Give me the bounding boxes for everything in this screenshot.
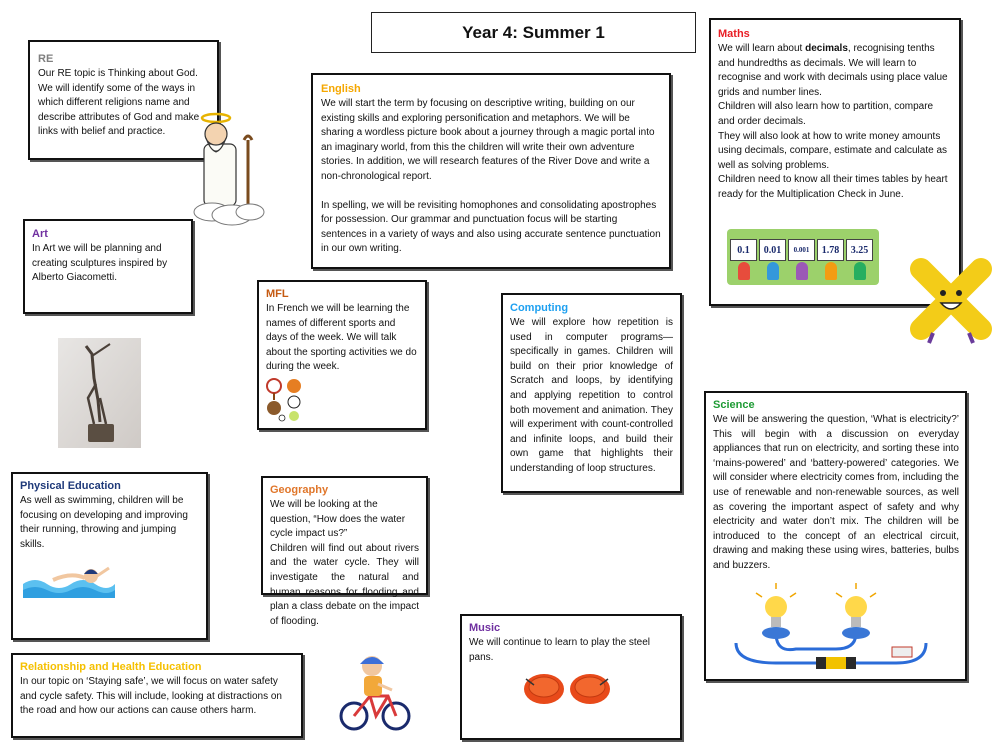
science-box bbox=[704, 391, 967, 681]
maths-paragraph-4: Children need to know all their times tables by heart ready for the Multiplication Check in June. bbox=[718, 174, 948, 200]
mfl-text: In French we will be learning the names of different sports and days of the week. We will talk about the sporting activities we do during the week. bbox=[266, 303, 417, 373]
decimal-card: 0.001 bbox=[788, 239, 815, 261]
decimal-card: 0.01 bbox=[759, 239, 786, 261]
music-text: We will continue to learn to play the steel pans. bbox=[469, 637, 651, 663]
page-title: Year 4: Summer 1 bbox=[462, 22, 605, 42]
art-text: In Art we will be planning and creating sculptures inspired by Alberto Giacometti. bbox=[32, 243, 168, 284]
music-heading: Music bbox=[469, 622, 501, 634]
rhe-heading: Relationship and Health Education bbox=[20, 661, 202, 673]
decimal-card: 0.1 bbox=[730, 239, 757, 261]
english-box bbox=[311, 73, 671, 269]
multiply-character-illustration bbox=[905, 253, 997, 345]
computing-heading: Computing bbox=[510, 302, 569, 314]
art-heading: Art bbox=[32, 228, 48, 240]
decimal-cards-illustration bbox=[727, 229, 879, 285]
decimal-cards-row bbox=[730, 239, 873, 280]
steel-pans-illustration bbox=[522, 671, 614, 707]
english-paragraph-1: We will start the term by focusing on descriptive writing, building on our existing skills and exploring personification and metaphors. We will be sharing a wordless picture book about a journey through a magic portal into an imaginary world, from this the children will write their own adventure stories. In addition, we will research features of the River Dove and write a non-chronological report. bbox=[321, 98, 655, 182]
decimal-card-holder bbox=[730, 239, 757, 280]
computing-text: We will explore how repetition is used in computer programs—specifically in games. Children will build on their prior knowledge of Scratch and loops, by identifying and applying repetition to control both movement and animation. They will experiment with count-controlled and infinite loops, and build their own game that highlights their understanding of loop structures. bbox=[510, 317, 673, 474]
art-box bbox=[23, 219, 193, 314]
sports-balls-illustration bbox=[264, 378, 304, 422]
mfl-box bbox=[257, 280, 427, 430]
decimal-card-holder bbox=[788, 239, 815, 280]
circuit-illustration bbox=[716, 583, 944, 669]
english-paragraph-2: In spelling, we will be revisiting homophones and consolidating apostrophes for possession. Our grammar and punctuation focus will be starting sentences in a variety of ways and also using accurate sentence punctuation in our own writing. bbox=[321, 199, 661, 255]
child-figure bbox=[854, 262, 866, 280]
decimal-card: 1.78 bbox=[817, 239, 844, 261]
god-cloud-illustration bbox=[192, 112, 266, 230]
maths-paragraph-3: They will also look at how to write money amounts using decimals, compare, estimate and calculate as well as solving problems. bbox=[718, 130, 948, 171]
swimmer-illustration bbox=[23, 562, 115, 598]
mfl-heading: MFL bbox=[266, 288, 289, 300]
child-figure bbox=[825, 262, 837, 280]
maths-paragraph-1 bbox=[718, 42, 952, 100]
pe-heading: Physical Education bbox=[20, 480, 121, 492]
maths-p1-pre: We will learn about bbox=[718, 43, 806, 54]
geography-heading: Geography bbox=[270, 484, 329, 496]
child-figure bbox=[767, 262, 779, 280]
cyclist-illustration bbox=[338, 650, 412, 734]
rhe-text: In our topic on ‘Staying safe’, we will focus on water safety and cycle safety. This will include, looking at distractions on the road and how our actions can cause others harm. bbox=[20, 676, 282, 717]
maths-paragraph-2: Children will also learn how to partition, compare and order decimals. bbox=[718, 101, 934, 127]
pe-box bbox=[11, 472, 208, 640]
maths-p1-bold: decimals bbox=[805, 43, 848, 54]
music-box bbox=[460, 614, 682, 740]
maths-heading: Maths bbox=[718, 28, 750, 40]
computing-box bbox=[501, 293, 682, 493]
rhe-box bbox=[11, 653, 303, 738]
english-heading: English bbox=[321, 83, 361, 95]
geography-box bbox=[261, 476, 428, 627]
geography-paragraph-2: Children will find out about rivers and the water cycle. They will investigate the natural and human reasons for flooding and plan a class debate on the impact of flooding. bbox=[270, 542, 419, 627]
re-box bbox=[28, 40, 219, 160]
re-text: Our RE topic is Thinking about God. We will identify some of the ways in which different religions name and describe attributes of God and make links with belief and practice. bbox=[38, 68, 200, 138]
child-figure bbox=[796, 262, 808, 280]
decimal-card-holder bbox=[817, 239, 844, 280]
geography-paragraph-1: We will be looking at the question, “How does the water cycle impact us?” bbox=[270, 499, 406, 540]
title-box bbox=[371, 12, 696, 53]
decimal-card-holder bbox=[846, 239, 873, 280]
maths-p1-post: , recognising tenths and hundredths as decimals. We will learn to recognise and work with decimals using place value grids and number lines. bbox=[718, 43, 948, 98]
science-heading: Science bbox=[713, 399, 755, 411]
pe-text: As well as swimming, children will be focusing on developing and improving their running, throwing and jumping skills. bbox=[20, 495, 188, 550]
decimal-card: 3.25 bbox=[846, 239, 873, 261]
re-heading: RE bbox=[38, 53, 54, 65]
giacometti-sculpture-image bbox=[58, 338, 141, 448]
decimal-card-holder bbox=[759, 239, 786, 280]
child-figure bbox=[738, 262, 750, 280]
science-text: We will be answering the question, ‘What is electricity?’ This will begin with a discussion on everyday appliances that run on electricity, and sorting these into ‘mains-powered’ and ‘battery-powered’ categories. We will consider where electricity comes from, including the use of renewable and non-renewable sources, as well as covering the important aspect of safety and why electricity and water don’t mix. The children will be introduced to the concept of an electrical circuit, drawing and making these using wires, batteries, bulbs and buzzers. bbox=[713, 414, 959, 571]
